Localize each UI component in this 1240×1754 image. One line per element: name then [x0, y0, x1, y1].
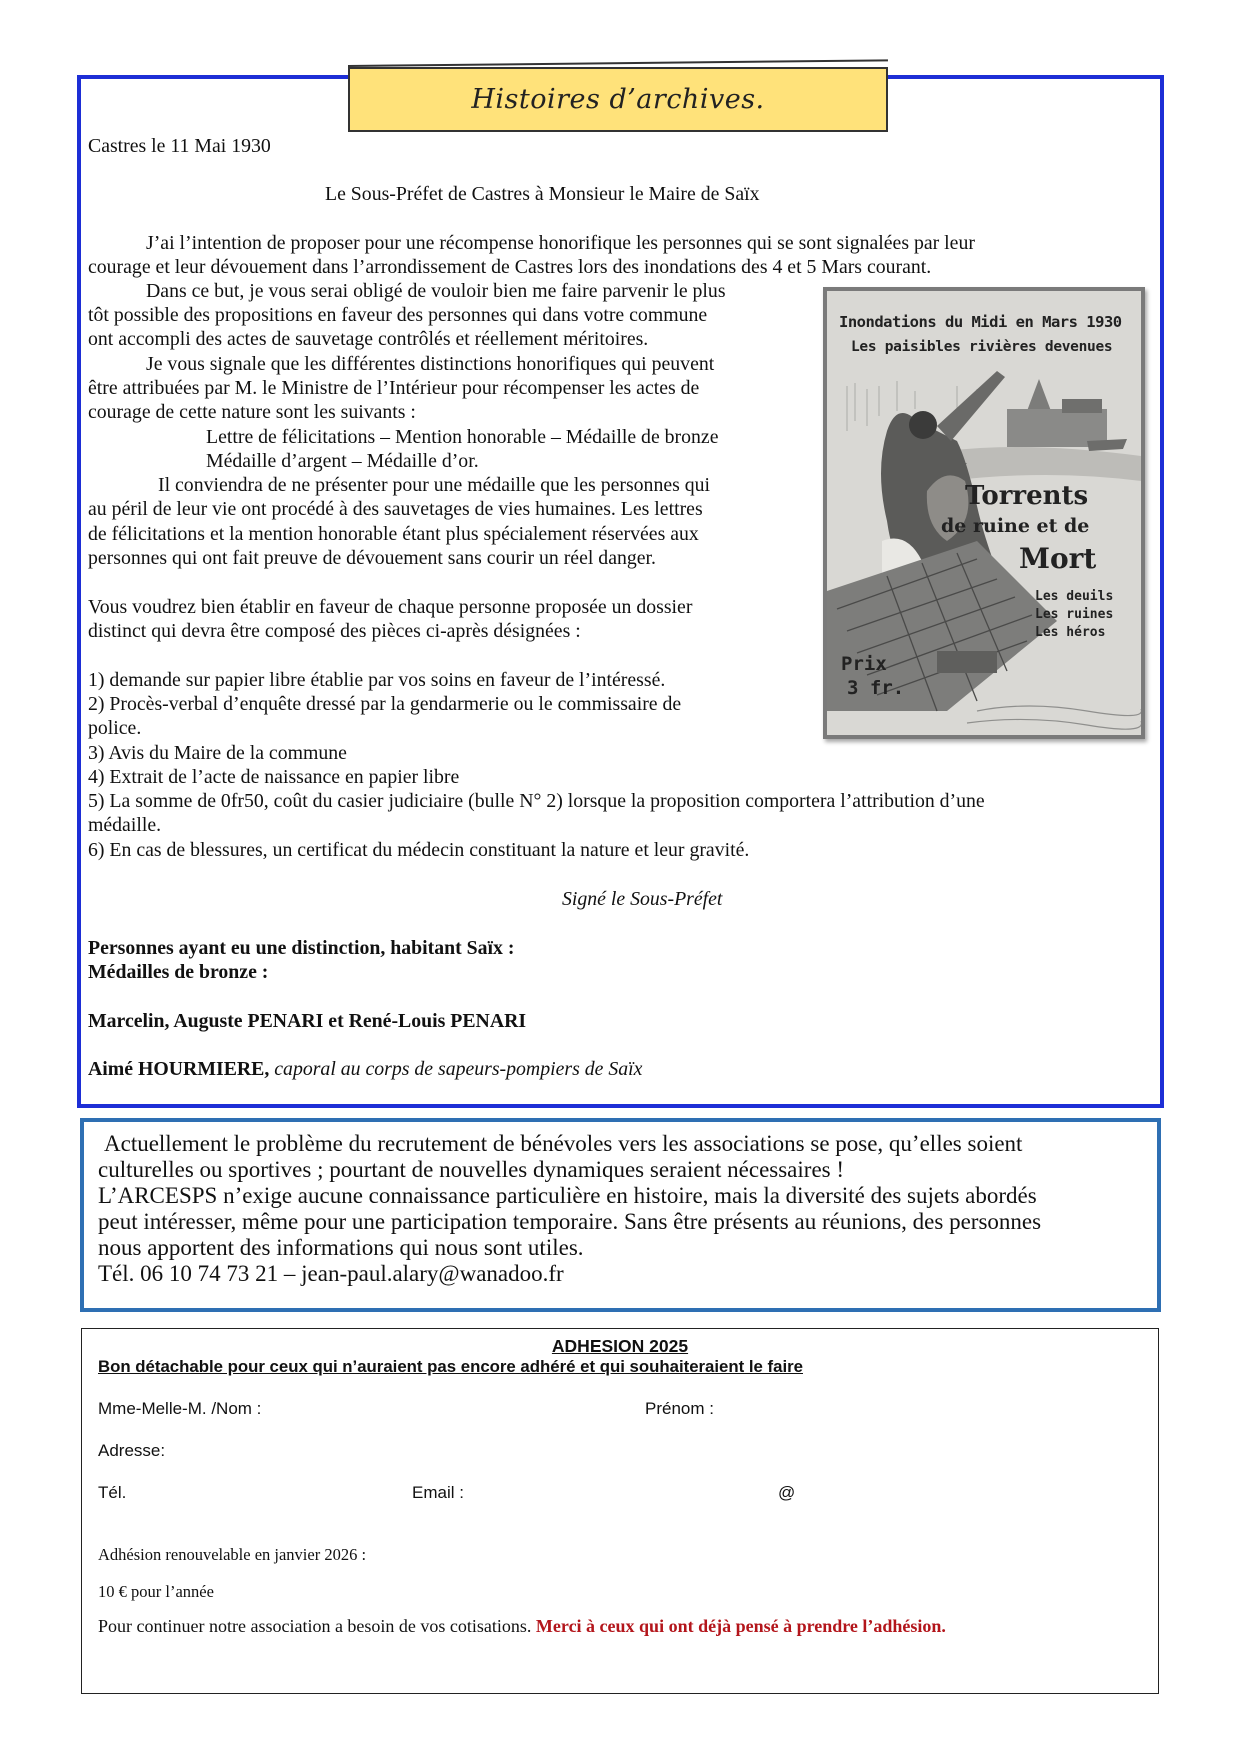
paragraph-line: personnes qui ont fait preuve de dévouement sans courir un réel danger. — [88, 547, 656, 569]
list-item: police. — [88, 717, 142, 739]
email-label: Email : — [412, 1483, 464, 1502]
list-item: 4) Extrait de l’acte de naissance en papier libre — [88, 766, 460, 788]
adhesion-title: ADHESION 2025 — [551, 1336, 689, 1356]
at-sign: @ — [778, 1483, 796, 1502]
distinction-list-line: Médaille d’argent – Médaille d’or. — [206, 450, 479, 472]
poster-side-1: Les deuils — [1035, 589, 1114, 604]
closing-text: Pour continuer notre association a besoin de vos cotisations. — [98, 1616, 532, 1636]
firstname-label: Prénom : — [645, 1399, 714, 1418]
list-item: 1) demande sur papier libre établie par vos soins en faveur de l’intéressé. — [88, 669, 666, 691]
list-item: 3) Avis du Maire de la commune — [88, 742, 347, 764]
paragraph-line: courage de cette nature sont les suivants : — [88, 401, 416, 423]
poster-side-2: Les ruines — [1035, 607, 1114, 622]
recipients-penari: Marcelin, Auguste PENARI et René-Louis PENARI — [88, 1010, 527, 1032]
list-item: médaille. — [88, 814, 162, 836]
list-item: 6) En cas de blessures, un certificat du médecin constituant la nature et leur gravité. — [88, 839, 750, 861]
paragraph-line: courage et leur dévouement dans l’arrondissement de Castres lors des inondations des 4 et 5 Mars courant. — [88, 256, 932, 278]
paragraph-line: être attribuées par M. le Ministre de l’Intérieur pour récompenser les actes de — [88, 377, 700, 399]
volunteer-line: L’ARCESPS n’exige aucune connaissance particulière en histoire, mais la diversité des sujets abordés — [98, 1183, 1037, 1208]
thanks-text: Merci à ceux qui ont déjà pensé à prendre l’adhésion. — [535, 1616, 946, 1636]
paragraph-line: tôt possible des propositions en faveur des personnes qui dans votre commune — [88, 304, 708, 326]
adhesion-form — [81, 1328, 1159, 1694]
flood-poster-image — [823, 287, 1145, 739]
archive-banner — [348, 67, 888, 132]
recipient-name: Aimé HOURMIERE, — [88, 1058, 270, 1080]
tel-label: Tél. — [98, 1483, 127, 1502]
poster-headline-2: de ruine et de — [941, 515, 1090, 537]
list-item: 2) Procès-verbal d’enquête dressé par la gendarmerie ou le commissaire de — [88, 693, 682, 715]
paragraph-line: distinct qui devra être composé des pièces ci-après désignées : — [88, 620, 581, 642]
distinction-heading: Personnes ayant eu une distinction, habitant Saïx : — [88, 937, 515, 959]
volunteer-line: nous apportent des informations qui nous sont utiles. — [98, 1235, 584, 1260]
banner-edge — [348, 59, 888, 67]
paragraph-line: ont accompli des actes de sauvetage contrôlés et réellement méritoires. — [88, 328, 649, 350]
signature: Signé le Sous-Préfet — [562, 888, 723, 910]
paragraph-line: Vous voudrez bien établir en faveur de chaque personne proposée un dossier — [88, 596, 693, 618]
poster-subtitle: Les paisibles rivières devenues — [851, 339, 1113, 355]
paragraph-line: au péril de leur vie ont procédé à des sauvetages de vies humaines. Les lettres — [88, 498, 703, 520]
volunteer-line: Actuellement le problème du recrutement de bénévoles vers les associations se pose, qu’elles soient — [104, 1131, 1023, 1156]
paragraph-line: de félicitations et la mention honorable étant plus spécialement réservées aux — [88, 523, 699, 545]
poster-headline-3: Mort — [1019, 542, 1097, 575]
price-note: 10 € pour l’année — [98, 1582, 214, 1601]
letter-heading: Le Sous-Préfet de Castres à Monsieur le Maire de Saïx — [325, 183, 760, 205]
address-label: Adresse: — [98, 1441, 166, 1460]
poster-price-label: Prix — [841, 653, 887, 675]
volunteer-line: peut intéresser, même pour une participation temporaire. Sans être présents au réunions, des personnes — [98, 1209, 1042, 1234]
date-line: Castres le 11 Mai 1930 — [88, 135, 271, 157]
poster-side-3: Les héros — [1035, 625, 1106, 640]
paragraph-line: Dans ce but, je vous serai obligé de vouloir bien me faire parvenir le plus — [146, 280, 726, 302]
contact-line: Tél. 06 10 74 73 21 – jean-paul.alary@wanadoo.fr — [98, 1261, 564, 1286]
closing-line — [98, 1616, 946, 1637]
poster-title: Inondations du Midi en Mars 1930 — [839, 313, 1122, 331]
paragraph-line: Il conviendra de ne présenter pour une médaille que les personnes qui — [158, 474, 711, 496]
poster-headline-1: Torrents — [965, 481, 1089, 511]
recipient-role: caporal au corps de sapeurs-pompiers de Saïx — [274, 1058, 643, 1080]
volunteer-line: culturelles ou sportives ; pourtant de nouvelles dynamiques seraient nécessaires ! — [98, 1157, 845, 1182]
paragraph-line: Je vous signale que les différentes distinctions honorifiques qui peuvent — [146, 353, 715, 375]
list-item: 5) La somme de 0fr50, coût du casier judiciaire (bulle N° 2) lorsque la proposition comportera l’attribution d’une — [88, 790, 985, 812]
name-label: Mme-Melle-M. /Nom : — [98, 1399, 262, 1418]
paragraph-line: J’ai l’intention de proposer pour une récompense honorifique les personnes qui se sont signalées par leur — [146, 232, 975, 254]
renewal-note: Adhésion renouvelable en janvier 2026 : — [98, 1545, 367, 1564]
distinction-subheading: Médailles de bronze : — [88, 961, 269, 983]
banner-title: Histoires d’archives. — [471, 84, 765, 115]
recipient-hourmiere — [88, 1057, 642, 1081]
adhesion-subtitle: Bon détachable pour ceux qui n’auraient pas encore adhéré et qui souhaiteraient le faire — [98, 1357, 803, 1376]
poster-price-value: 3 fr. — [847, 677, 905, 699]
distinction-list-line: Lettre de félicitations – Mention honorable – Médaille de bronze — [206, 426, 719, 448]
